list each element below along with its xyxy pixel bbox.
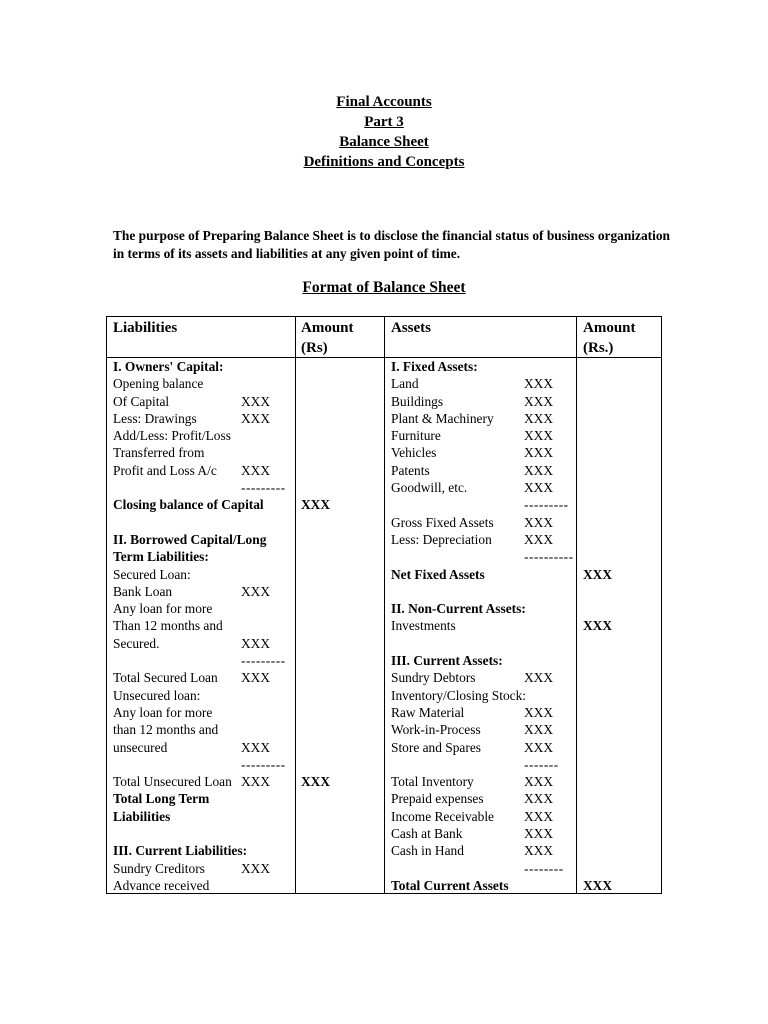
liability-subamount: --------- [241,653,286,669]
liability-text: than 12 months and [113,722,219,738]
liability-subamount: XXX [241,393,271,409]
liability-text: I. Owners' Capital: [113,359,224,374]
asset-subamount: -------- [524,860,564,876]
asset-text: Net Fixed Assets [391,566,485,582]
asset-amount: XXX [583,618,613,634]
document-titles [0,92,768,172]
asset-text: Goodwill, etc. [391,480,468,496]
asset-subamount: ---------- [524,549,574,565]
liability-text: Than 12 months and [113,618,223,634]
liability-text: Less: Drawings [113,410,197,426]
title-part: Part 3 [364,114,404,130]
asset-subamount: XXX [524,514,554,530]
table-row [107,721,661,738]
asset-subamount: XXX [524,808,554,824]
asset-text: Cash at Bank [391,826,463,842]
intro-paragraph: The purpose of Preparing Balance Sheet is to disclose the financial status of business organization in terms of its assets and liabilities at any given point of time. [113,228,670,261]
asset-text: I. Fixed Assets: [391,359,478,374]
asset-subamount: XXX [524,480,554,496]
asset-subamount: XXX [524,670,554,686]
liability-subamount: --------- [241,756,286,772]
table-row [107,462,661,479]
balance-sheet-table [106,316,662,894]
asset-subamount: XXX [524,826,554,842]
liability-text: Total Long Term [113,791,210,807]
asset-text: Work-in-Process [391,722,481,738]
table-row [107,669,661,686]
asset-subamount: XXX [524,774,554,790]
asset-text: III. Current Assets: [391,653,503,669]
table-row [107,808,661,825]
liability-text: unsecured [113,739,168,755]
asset-text: Investments [391,618,456,634]
table-row [107,860,661,877]
table-row [107,790,661,807]
table-row [107,739,661,756]
liability-text: Profit and Loss A/c [113,462,217,478]
asset-text: Land [391,376,419,392]
liability-text: Bank Loan [113,583,173,599]
liability-subamount: --------- [241,480,286,496]
liability-text: Secured Loan: [113,566,191,582]
liability-amount: XXX [301,497,331,513]
table-row [107,566,661,583]
asset-text: Furniture [391,428,441,444]
asset-text: Raw Material [391,704,465,720]
liability-text: Sundry Creditors [113,860,205,876]
liability-text: Total Unsecured Loan [113,774,232,790]
table-body [107,358,661,894]
asset-text: Patents [391,462,430,478]
table-row [107,531,661,548]
liability-amount: XXX [301,774,331,790]
asset-subamount: XXX [524,428,554,444]
asset-text: Income Receivable [391,808,494,824]
liability-subamount: XXX [241,583,271,599]
liability-text: Term Liabilities: [113,549,209,565]
table-row [107,635,661,652]
liability-subamount: XXX [241,860,271,876]
header-assets: Assets [391,320,431,336]
table-row [107,825,661,842]
asset-subamount: XXX [524,445,554,461]
liability-subamount: XXX [241,774,271,790]
header-amount-assets [583,318,636,358]
table-row [107,704,661,721]
table-row [107,600,661,617]
asset-subamount: XXX [524,410,554,426]
asset-text: Total Inventory [391,774,474,790]
asset-text: Sundry Debtors [391,670,476,686]
table-row [107,548,661,565]
asset-amount: XXX [583,566,613,582]
table-row [107,427,661,444]
asset-subamount: XXX [524,722,554,738]
table-row [107,410,661,427]
header-amount-unit: (Rs) [301,340,328,356]
table-row [107,393,661,410]
header-liabilities: Liabilities [113,320,178,336]
liability-text: II. Borrowed Capital/Long [113,531,267,547]
asset-text: II. Non-Current Assets: [391,601,526,617]
asset-text: Cash in Hand [391,843,464,859]
table-row [107,842,661,859]
liability-text: Unsecured loan: [113,687,201,703]
liability-text: Opening balance [113,376,204,392]
header-amount-unit: (Rs.) [583,340,614,356]
title-definitions: Definitions and Concepts [303,154,465,170]
liability-subamount: XXX [241,410,271,426]
liability-subamount: XXX [241,670,271,686]
liability-text: Closing balance of Capital [113,497,264,513]
asset-text: Vehicles [391,445,437,461]
liability-text: Liabilities [113,808,171,824]
table-row [107,877,661,894]
header-amount-label: Amount [583,320,636,336]
asset-text: Plant & Machinery [391,410,494,426]
table-row [107,583,661,600]
liability-text: Of Capital [113,393,170,409]
liability-text: Advance received [113,877,210,893]
asset-amount: XXX [583,877,613,893]
asset-subamount: ------- [524,756,559,772]
table-row [107,514,661,531]
table-row [107,617,661,634]
asset-text: Inventory/Closing Stock: [391,687,527,703]
header-amount-liabilities [301,318,354,358]
liability-text: Any loan for more [113,704,213,720]
asset-subamount: XXX [524,704,554,720]
table-row [107,375,661,392]
table-row [107,444,661,461]
asset-subamount: --------- [524,497,569,513]
liability-text: Total Secured Loan [113,670,218,686]
table-row [107,358,661,375]
liability-subamount: XXX [241,635,271,651]
asset-text: Gross Fixed Assets [391,514,494,530]
table-row [107,687,661,704]
liability-subamount: XXX [241,739,271,755]
asset-text: Total Current Assets [391,877,509,893]
liability-text: Transferred from [113,445,205,461]
liability-text: Add/Less: Profit/Loss [113,428,231,444]
liability-text: Any loan for more [113,601,213,617]
liability-text: Secured. [113,635,160,651]
table-row [107,479,661,496]
header-amount-label: Amount [301,320,354,336]
asset-text: Buildings [391,393,444,409]
format-title: Format of Balance Sheet [302,279,466,296]
asset-text: Store and Spares [391,739,481,755]
title-final-accounts: Final Accounts [336,94,432,110]
asset-subamount: XXX [524,791,554,807]
liability-text: III. Current Liabilities: [113,843,248,859]
liability-subamount: XXX [241,462,271,478]
table-row [107,756,661,773]
table-row [107,652,661,669]
asset-subamount: XXX [524,531,554,547]
asset-text: Less: Depreciation [391,531,492,547]
table-row [107,773,661,790]
asset-subamount: XXX [524,739,554,755]
asset-text: Prepaid expenses [391,791,484,807]
asset-subamount: XXX [524,376,554,392]
asset-subamount: XXX [524,393,554,409]
table-row [107,496,661,513]
asset-subamount: XXX [524,843,554,859]
asset-subamount: XXX [524,462,554,478]
title-balance-sheet: Balance Sheet [339,134,429,150]
